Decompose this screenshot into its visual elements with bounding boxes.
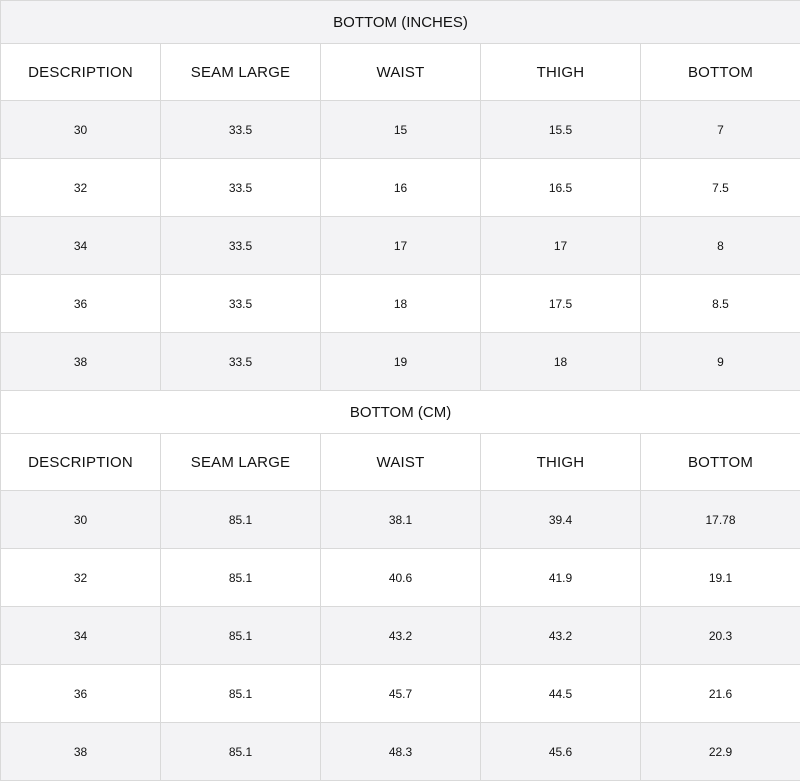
table-cell: 7.5 (641, 159, 800, 217)
cm-col-bottom: BOTTOM (641, 434, 800, 491)
table-cell: 38 (1, 723, 161, 781)
table-cell: 45.6 (481, 723, 641, 781)
table-row (1, 607, 800, 665)
table-cell: 33.5 (161, 159, 321, 217)
inches-col-thigh: THIGH (481, 44, 641, 101)
table-cell: 32 (1, 549, 161, 607)
table-cell: 18 (321, 275, 481, 333)
table-cell: 33.5 (161, 333, 321, 391)
table-cell: 85.1 (161, 549, 321, 607)
table-cell: 38 (1, 333, 161, 391)
table-row (1, 333, 800, 391)
inches-col-bottom: BOTTOM (641, 44, 800, 101)
cm-header-row (1, 434, 800, 491)
inches-header-row (1, 44, 800, 101)
table-cell: 48.3 (321, 723, 481, 781)
table-cell: 33.5 (161, 217, 321, 275)
cm-section-title-row (1, 391, 800, 434)
table-cell: 33.5 (161, 101, 321, 159)
table-cell: 16.5 (481, 159, 641, 217)
table-cell: 9 (641, 333, 800, 391)
table-cell: 41.9 (481, 549, 641, 607)
table-cell: 17 (321, 217, 481, 275)
cm-col-description: DESCRIPTION (1, 434, 161, 491)
table-cell: 22.9 (641, 723, 800, 781)
table-cell: 34 (1, 607, 161, 665)
table-cell: 85.1 (161, 607, 321, 665)
table-row (1, 217, 800, 275)
table-row (1, 723, 800, 781)
table-cell: 44.5 (481, 665, 641, 723)
table-cell: 85.1 (161, 491, 321, 549)
table-cell: 32 (1, 159, 161, 217)
inches-col-description: DESCRIPTION (1, 44, 161, 101)
cm-col-thigh: THIGH (481, 434, 641, 491)
table-cell: 17.5 (481, 275, 641, 333)
table-cell: 43.2 (481, 607, 641, 665)
table-cell: 20.3 (641, 607, 800, 665)
table-cell: 21.6 (641, 665, 800, 723)
table-cell: 15 (321, 101, 481, 159)
table-row (1, 549, 800, 607)
inches-col-waist: WAIST (321, 44, 481, 101)
table-cell: 85.1 (161, 665, 321, 723)
table-cell: 43.2 (321, 607, 481, 665)
table-cell: 19.1 (641, 549, 800, 607)
inches-col-seam-large: SEAM LARGE (161, 44, 321, 101)
table-cell: 40.6 (321, 549, 481, 607)
cm-col-seam-large: SEAM LARGE (161, 434, 321, 491)
table-row (1, 491, 800, 549)
inches-section-title-row (1, 1, 800, 44)
table-cell: 39.4 (481, 491, 641, 549)
table-cell: 7 (641, 101, 800, 159)
table-row (1, 159, 800, 217)
table-cell: 36 (1, 665, 161, 723)
table-cell: 16 (321, 159, 481, 217)
table-cell: 15.5 (481, 101, 641, 159)
table-cell: 8 (641, 217, 800, 275)
table-cell: 30 (1, 101, 161, 159)
table-row (1, 101, 800, 159)
table-cell: 17 (481, 217, 641, 275)
table-cell: 36 (1, 275, 161, 333)
table-cell: 18 (481, 333, 641, 391)
cm-section-title: BOTTOM (CM) (1, 391, 800, 434)
table-cell: 17.78 (641, 491, 800, 549)
table-cell: 34 (1, 217, 161, 275)
table-cell: 38.1 (321, 491, 481, 549)
table-cell: 85.1 (161, 723, 321, 781)
table-cell: 8.5 (641, 275, 800, 333)
table-cell: 33.5 (161, 275, 321, 333)
table-row (1, 665, 800, 723)
cm-col-waist: WAIST (321, 434, 481, 491)
table-cell: 30 (1, 491, 161, 549)
table-cell: 19 (321, 333, 481, 391)
inches-section-title: BOTTOM (INCHES) (1, 1, 800, 44)
table-cell: 45.7 (321, 665, 481, 723)
table-row (1, 275, 800, 333)
